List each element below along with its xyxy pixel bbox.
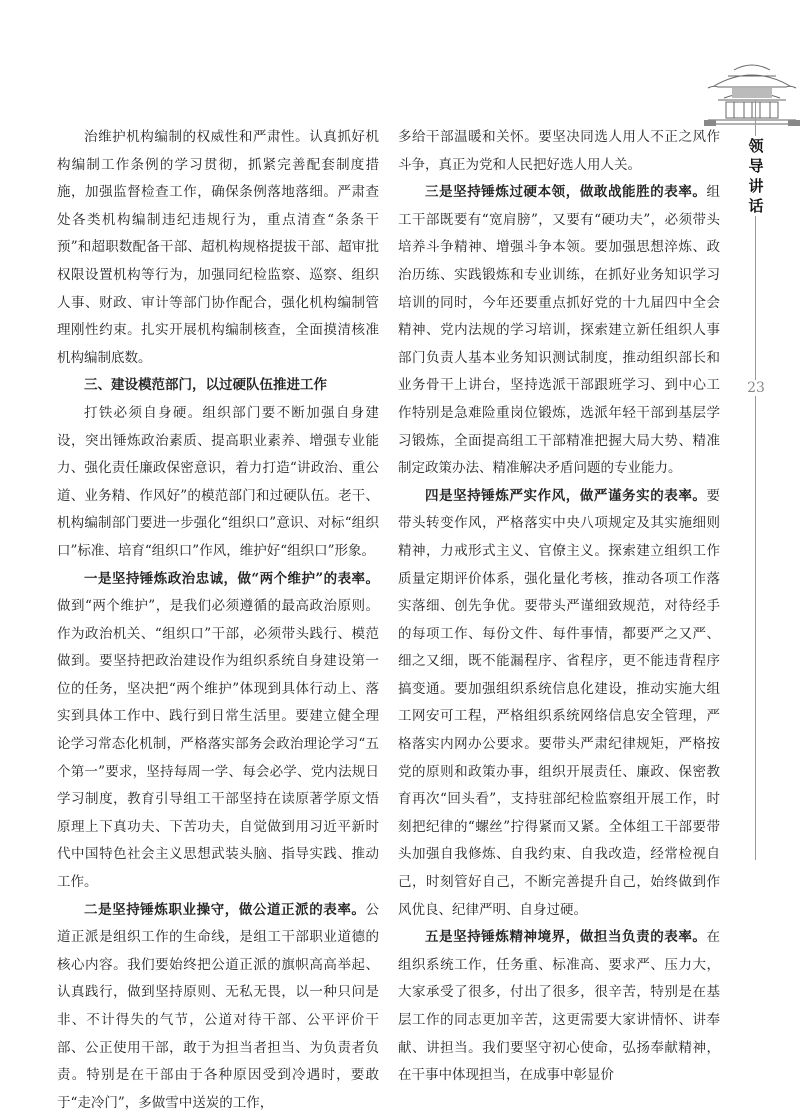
page-number: 23: [737, 380, 775, 396]
section-label: [743, 136, 769, 216]
section-label-char: 话: [748, 197, 764, 215]
paragraph: 打铁必须自身硬。组织部门要不断加强自身建设，突出锤炼政治素质、提高职业素养、增强专业能力、强化责任廉政保密意识，着力打造“讲政治、重公道、业务精、作风好”的模范部门和过硬队伍。老干、机构编制部门要进一步强化“组织口”意识、对标“组织口”标准、培育“组织口”作风，维护好“组织口”形象。: [57, 404, 379, 559]
section-label-char: 导: [748, 157, 764, 175]
paragraph: [57, 897, 379, 1117]
section-sidebar: [737, 0, 795, 1099]
paragraph-body: 做到“两个维护”，是我们必须遵循的最高政治原则。作为政治机关、“组织口”干部，必须带头践行、模范做到。要坚持把政治建设作为组织系统自身建设第一位的任务，坚决把“两个维护”体现到具体行动上、落实到具体工作中、践行到日常生活里。要建立健全理论学习常态化机制，严格落实部务会政治理论学习“五个第一”要求，坚持每周一学、每会必学、党内法规日学习制度，教育引导组工干部坚持在读原著学原文悟原理上下真功夫、下苦功夫，自觉做到用习近平新时代中国特色社会主义思想武装头脑、指导实践、推动工作。: [57, 598, 379, 891]
paragraph-body: 在组织系统工作，任务重、标准高、要求严、压力大，大家承受了很多，付出了很多，很辛苦，特别是在基层工作的同志更加辛苦，这更需要大家讲情怀、讲奉献、讲担当。我们要坚守初心使命，弘扬奉献精神，在干事中体现担当，在成事中彰显价: [398, 929, 720, 1084]
paragraph-lead-in: 三是坚持锤炼过硬本领，做敢战能胜的表率。: [425, 184, 707, 201]
paragraph: [398, 483, 720, 925]
paragraph: [398, 179, 720, 483]
paragraph-lead-in: 二是坚持锤炼职业操守，做公道正派的表率。: [84, 901, 366, 918]
paragraph: 多给干部温暖和关怀。要坚决同选人用人不正之风作斗争，真正为党和人民把好选人用人关。: [398, 129, 720, 173]
paragraph-lead-in: 四是坚持锤炼严实作风，做严谨务实的表率。: [425, 487, 707, 504]
section-label-char: 讲: [748, 177, 764, 195]
paragraph: [398, 924, 720, 1090]
paragraph: 治维护机构编制的权威性和严肃性。认真抓好机构编制工作条例的学习贯彻，抓紧完善配套制度措施，加强监督检查工作，确保条例落地落细。严肃查处各类机构编制违纪违规行为，重点清查“条条干预”和超职数配备干部、超机构规格提拔干部、超审批权限设置机构等行为，加强同纪检监察、巡察、组织人事、财政、审计等部门协作配合，强化机构编制管理刚性约束。扎实开展机构编制核查，全面摸清核准机构编制底数。: [57, 129, 379, 366]
paragraph-lead-in: 五是坚持锤炼精神境界，做担当负责的表率。: [425, 929, 707, 946]
right-column: [398, 124, 720, 1090]
paragraph-lead-in: 一是坚持锤炼政治忠诚，做“两个维护”的表率。: [84, 570, 379, 587]
paragraph: [57, 566, 379, 897]
paragraph-body: 要带头转变作风，严格落实中央八项规定及其实施细则精神，力戒形式主义、官僚主义。探索建立组织工作质量定期评价体系，强化量化考核，推动各项工作落实落细、创先争优。要带头严谨细致规范，对待经手的每项工作、每份文件、每件事情，都要严之又严、细之又细，既不能漏程序、省程序，更不能违背程序搞变通。要加强组织系统信息化建设，推动实施大组工网安可工程，严格组织系统网络信息安全管理，严格落实内网办公要求。要带头严肃纪律规矩，严格按党的原则和政策办事，组织开展责任、廉政、保密教育再次“回头看”，支持驻部纪检监察组开展工作，时刻把纪律的“螺丝”拧得紧而又紧。全体组工干部要带头加强自我修炼、自我约束、自我改造，经常检视自己，时刻管好自己，不断完善提升自己，始终做到作风优良、纪律严明、自身过硬。: [398, 487, 720, 918]
paragraph-body: 组工干部既要有“宽肩膀”，又要有“硬功夫”，必须带头培养斗争精神、增强斗争本领。要加强思想淬炼、政治历练、实践锻炼和专业训练，在抓好业务知识学习培训的同时，今年还要重点抓好党的十九届四中全会精神、党内法规的学习培训，探索建立新任组织人事部门负责人基本业务知识测试制度，推动组织部长和业务骨干上讲台，坚持选派干部跟班学习、到中心工作特别是急难险重岗位锻炼，选派年轻干部到基层学习锻炼，全面提高组工干部精准把握大局大势、精准制定政策办法、精准解决矛盾问题的专业能力。: [398, 184, 720, 477]
left-column: [57, 124, 379, 1117]
section-label-char: 领: [748, 137, 764, 155]
section-heading: 三、建设模范部门，以过硬队伍推进工作: [84, 377, 327, 394]
paragraph-body: 公道正派是组织工作的生命线，是组工干部职业道德的核心内容。我们要始终把公道正派的旗帜高高举起、认真践行，做到坚持原则、无私无畏，以一种只问是非、不计得失的气节，公道对待干部、公平评价干部、公正使用干部，敢于为担当者担当、为负责者负责。特别是在干部由于各种原因受到冷遇时，要敢于“走冷门”，多做雪中送炭的工作，: [57, 901, 379, 1111]
